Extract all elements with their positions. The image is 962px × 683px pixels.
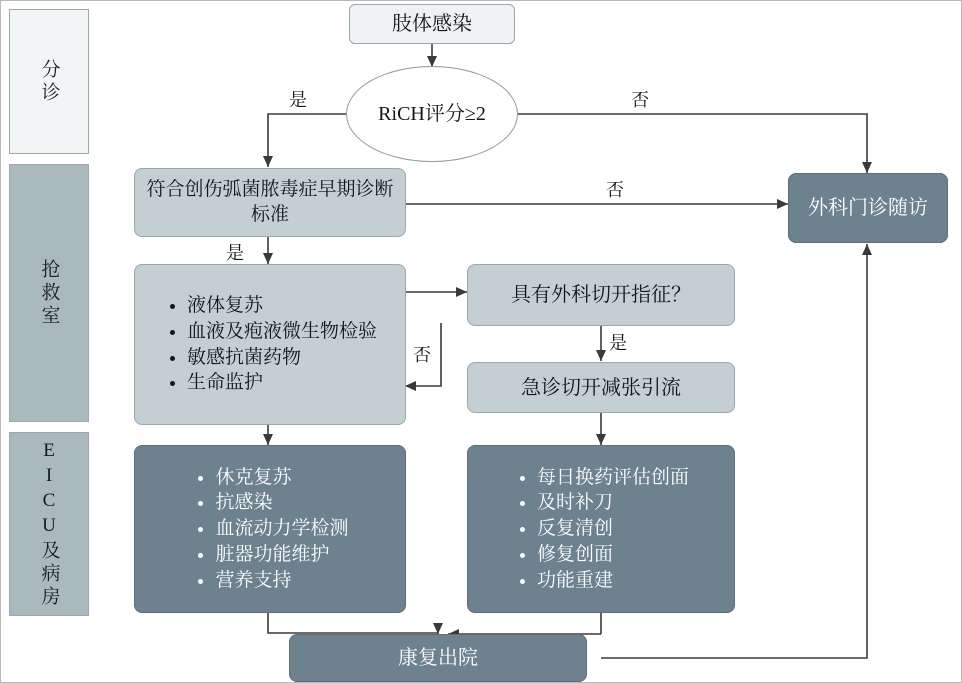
node-resuscitation-measures[interactable] bbox=[134, 264, 406, 425]
lane-eicu-ward bbox=[9, 432, 89, 616]
list-item: • 及时补刀 bbox=[537, 491, 689, 515]
node-followup-label: 外科门诊随访 bbox=[808, 197, 928, 219]
node-eicu-systemic-care[interactable] bbox=[134, 445, 406, 613]
node-discharge[interactable] bbox=[289, 634, 587, 682]
node-eicu-wound-care[interactable] bbox=[467, 445, 735, 613]
eicu-wound-care-list bbox=[503, 464, 699, 595]
list-item: • 抗感染 bbox=[215, 491, 348, 515]
edge-label-criteria-no: 否 bbox=[606, 180, 624, 200]
resuscitation-measures-list bbox=[153, 292, 387, 397]
list-item: • 营养支持 bbox=[215, 569, 348, 593]
node-decision-rich-score[interactable] bbox=[346, 66, 518, 162]
node-incision-indication[interactable] bbox=[467, 264, 735, 326]
node-start-label: 肢体感染 bbox=[392, 13, 472, 35]
edge-label-criteria-yes: 是 bbox=[226, 243, 244, 263]
lane-triage bbox=[9, 9, 89, 154]
list-item: • 生命监护 bbox=[187, 371, 377, 395]
list-item: • 修复创面 bbox=[537, 543, 689, 567]
node-discharge-label: 康复出院 bbox=[398, 647, 478, 669]
list-item: • 休克复苏 bbox=[215, 466, 348, 490]
node-emergency-incision-label: 急诊切开减张引流 bbox=[521, 376, 681, 399]
list-item: • 反复清创 bbox=[537, 517, 689, 541]
edge-label-rich-yes: 是 bbox=[289, 90, 307, 110]
edge-label-indication-no: 否 bbox=[413, 345, 431, 365]
node-criteria-label: 符合创伤弧菌脓毒症早期诊断标准 bbox=[146, 178, 394, 225]
list-item: • 功能重建 bbox=[537, 569, 689, 593]
node-emergency-incision-drainage[interactable] bbox=[467, 362, 735, 413]
list-item: • 血流动力学检测 bbox=[215, 517, 348, 541]
node-decision-rich-label: RiCH评分≥2 bbox=[378, 103, 486, 125]
node-surgical-outpatient-followup[interactable] bbox=[788, 173, 948, 243]
list-item: • 血液及疱液微生物检验 bbox=[187, 320, 377, 344]
edge-label-rich-no: 否 bbox=[631, 90, 649, 110]
eicu-systemic-care-list bbox=[181, 464, 358, 595]
lane-resuscitation-label: 抢救室 bbox=[38, 258, 60, 328]
lane-resuscitation-room bbox=[9, 164, 89, 422]
lane-eicu-label: EICU及病房 bbox=[38, 439, 60, 609]
node-early-diagnosis-criteria[interactable] bbox=[134, 168, 406, 237]
list-item: • 液体复苏 bbox=[187, 294, 377, 318]
node-incision-indication-label: 具有外科切开指征？ bbox=[511, 284, 691, 306]
lane-triage-label: 分诊 bbox=[38, 58, 60, 105]
edge-label-indication-yes: 是 bbox=[609, 333, 627, 353]
list-item: • 敏感抗菌药物 bbox=[187, 346, 377, 370]
node-start[interactable] bbox=[349, 4, 515, 44]
list-item: • 每日换药评估创面 bbox=[537, 466, 689, 490]
list-item: • 脏器功能维护 bbox=[215, 543, 348, 567]
